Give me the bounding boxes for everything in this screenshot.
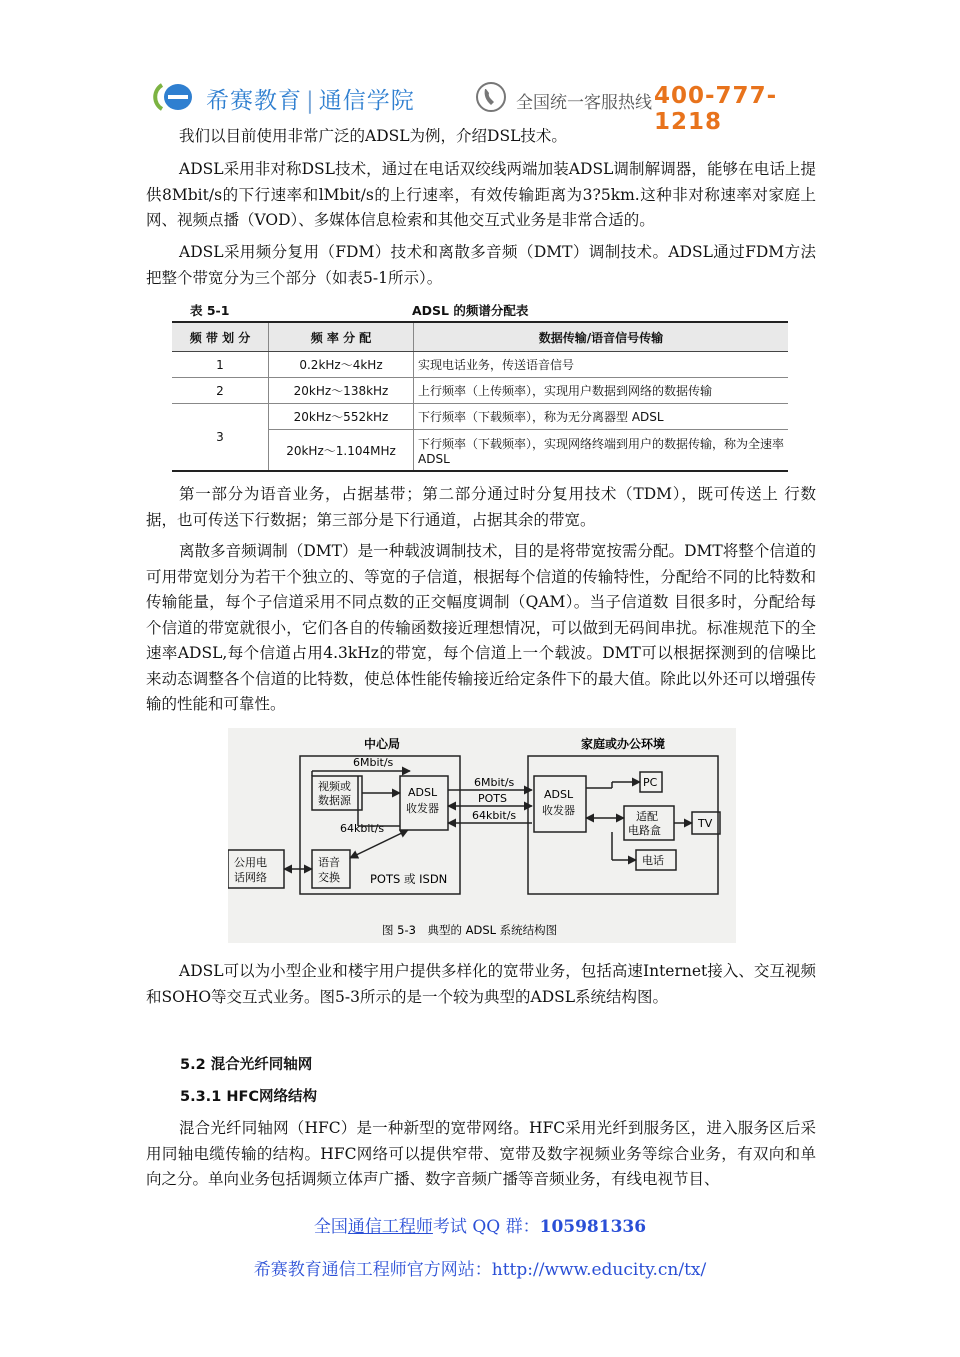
paragraph-adsl-services: ADSL可以为小型企业和楼宇用户提供多样化的宽带业务，包括高速Internet接入、交互视频和SOHO等交互式业务。图5-3所示的是一个较为典型的ADSL系统结构图。 xyxy=(146,962,816,1006)
pc-label: PC xyxy=(643,776,658,789)
header-desc: 数据传输/语音信号传输 xyxy=(414,322,789,352)
adsl-home-line2: 收发器 xyxy=(542,804,575,817)
home-office-label: 家庭或办公环境 xyxy=(581,737,666,751)
table-row xyxy=(172,404,788,430)
central-office-label: 中心局 xyxy=(364,737,401,751)
tv-label: TV xyxy=(698,817,713,830)
brand-logo-text: 希赛教育 | 通信学院 xyxy=(206,88,415,114)
cell-freq: 0.2kHz～4kHz xyxy=(269,352,414,378)
cell-freq: 20kHz～552kHz xyxy=(269,404,414,430)
adsl-co-line2: 收发器 xyxy=(406,802,439,815)
table-title: ADSL 的频谱分配表 xyxy=(412,303,529,318)
cell-desc: 实现电话业务，传送语音信号 xyxy=(414,352,789,378)
footer-qq-link[interactable]: 通信工程师 xyxy=(347,1217,433,1237)
pstn-line1: 公用电 xyxy=(234,856,267,869)
footer-qq-line xyxy=(0,1212,960,1237)
rate-64k-left-label: 64kbit/s xyxy=(340,822,385,835)
table-caption xyxy=(172,299,788,321)
cell-desc: 上行频率（上传频率），实现用户数据到网络的数据传输 xyxy=(414,378,789,404)
footer-qq-mid: 考试 QQ 群： xyxy=(432,1217,540,1237)
link-6m-label: 6Mbit/s xyxy=(474,776,515,789)
voice-switch-line2: 交换 xyxy=(318,871,340,884)
cell-desc: 下行频率（下载频率），称为无分离器型 ADSL xyxy=(414,404,789,430)
section-heading-hfc: 5.2 混合光纤同轴网 xyxy=(180,1057,313,1073)
adsl-co-line1: ADSL xyxy=(408,786,438,799)
table-row xyxy=(172,378,788,404)
pstn-line2: 话网络 xyxy=(234,871,267,884)
adsl-system-figure xyxy=(228,728,736,943)
cell-band: 1 xyxy=(172,352,269,378)
footer-site-label: 希赛教育通信工程师官方网站： xyxy=(253,1260,492,1280)
footer-site-url[interactable]: http://www.educity.cn/tx/ xyxy=(491,1260,707,1280)
adsl-diagram xyxy=(228,728,736,943)
paragraph-hfc: 混合光纤同轴网（HFC）是一种新型的宽带网络。HFC采用光纤到服务区，进入服务区后采用同轴电缆传输的结构。HFC网络可以提供窄带、宽带及数字视频业务等综合业务，有双向和单向之分。单向业务包括调频立体声广播、数字音频广播等音频业务，有线电视节目、 xyxy=(146,1119,816,1188)
cell-band: 3 xyxy=(172,404,269,472)
table-number: 表 5-1 xyxy=(190,303,230,318)
paragraph-three-parts: 第一部分为语音业务，占据基带；第二部分通过时分复用技术（TDM），既可传送上 行数据，也可传送下行数据；第三部分是下行通道，占据其余的带宽。 xyxy=(146,485,816,529)
phone-icon xyxy=(474,80,508,114)
adsl-home-line1: ADSL xyxy=(544,788,574,801)
cell-freq: 20kHz～1.104MHz xyxy=(269,430,414,472)
cell-desc: 下行频率（下载频率），实现网络终端到用户的数据传输，称为全速率 ADSL xyxy=(414,430,789,472)
spectrum-table-grid xyxy=(172,321,788,472)
paragraph-adsl-asymmetric: ADSL采用非对称DSL技术，通过在电话双绞线两端加装ADSL调制解调器，能够在电话上提供8Mbit/s的下行速率和lMbit/s的上行速率，有效传输距离为3?5km.这种非对称速率对家庭上网、视频点播（VOD）、多媒体信息检索和其他交互式业务是非常合适的。 xyxy=(146,160,816,229)
rate-6m-top-label: 6Mbit/s xyxy=(353,756,394,769)
paragraph-intro: 我们以目前使用非常广泛的ADSL为例，介绍DSL技术。 xyxy=(179,127,567,145)
table-header-row xyxy=(172,322,788,352)
header-freq: 频 率 分 配 xyxy=(269,322,414,352)
header-band: 频 带 划 分 xyxy=(172,322,269,352)
table-row xyxy=(172,352,788,378)
pots-isdn-label: POTS 或 ISDN xyxy=(370,872,448,886)
phone-label: 电话 xyxy=(642,854,664,867)
link-64k-label: 64kbit/s xyxy=(472,809,517,822)
footer-qq-number: 105981336 xyxy=(539,1217,647,1237)
hotline-number: 400-777-1218 xyxy=(654,83,778,135)
voice-switch-line1: 语音 xyxy=(318,856,340,869)
subsection-heading-hfc-structure: 5.3.1 HFC网络结构 xyxy=(180,1089,318,1105)
footer-site-line xyxy=(0,1255,960,1280)
adapter-line1: 适配 xyxy=(636,810,658,823)
figure-caption: 图 5-3 典型的 ADSL 系统结构图 xyxy=(382,923,558,937)
link-pots-label: POTS xyxy=(478,792,507,805)
page-header xyxy=(148,78,828,135)
adapter-line2: 电路盒 xyxy=(628,824,661,837)
paragraph-dmt: 离散多音频调制（DMT）是一种载波调制技术，目的是将带宽按需分配。DMT将整个信道的可用带宽划分为若干个独立的、等宽的子信道，根据每个信道的传输特性，分配给不同的比特数和传输能量，每个子信道采用不同点数的正交幅度调制（QAM）。当子信道数 目很多时，分配给每个信道的带宽就很小，它们各自的传输函数接近理想情况，可以做到无码间串扰。标准规范下的全速率ADSL,每个信道占用4.3kHz的带宽，每个信道上一个载波。DMT可以根据探测到的信噪比来动态调整各个信道的比特数，使总体性能传输接近给定条件下的最大值。除此以外还可以增强传输的性能和可靠性。 xyxy=(146,542,816,713)
paragraph-fdm-dmt: ADSL采用频分复用（FDM）技术和离散多音频（DMT）调制技术。ADSL通过FDM方法把整个带宽分为三个部分（如表5-1所示）。 xyxy=(146,243,816,287)
hotline-label: 全国统一客服热线 xyxy=(516,93,652,113)
footer-qq-prefix: 全国 xyxy=(313,1217,348,1237)
educity-logo-icon xyxy=(148,80,200,114)
spectrum-table xyxy=(172,299,788,471)
video-source-line2: 数据源 xyxy=(318,794,351,807)
cell-freq: 20kHz～138kHz xyxy=(269,378,414,404)
cell-band: 2 xyxy=(172,378,269,404)
video-source-line1: 视频或 xyxy=(318,780,351,793)
